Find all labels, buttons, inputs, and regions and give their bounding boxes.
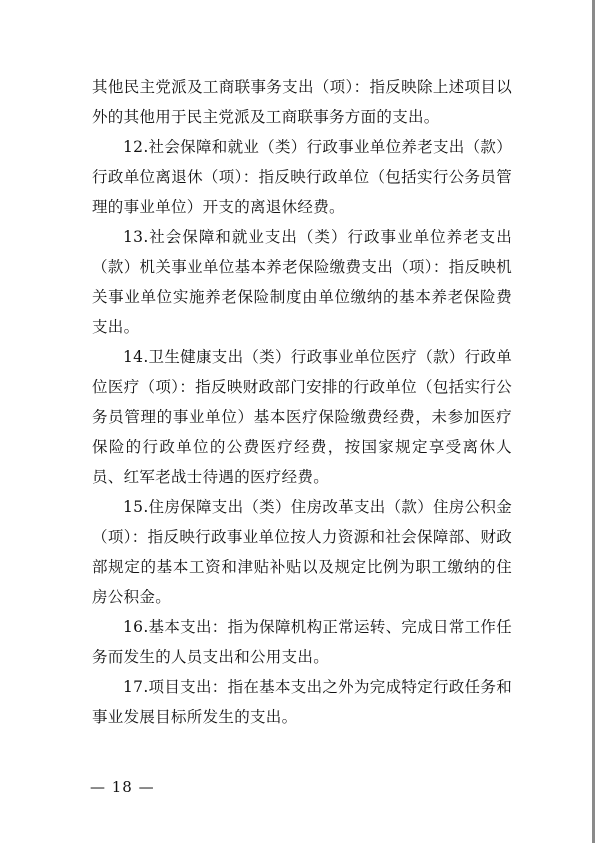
document-body <box>92 72 512 732</box>
paragraph-5: 15.住房保障支出（类）住房改革支出（款）住房公积金（项）：指反映行政事业单位按人力资源和社会保障部、财政部规定的基本工资和津贴补贴以及规定比例为职工缴纳的住房公积金。 <box>92 498 512 606</box>
paragraph-6: 16.基本支出：指为保障机构正常运转、完成日常工作任务而发生的人员支出和公用支出。 <box>92 618 512 666</box>
paragraph-4: 14.卫生健康支出（类）行政事业单位医疗（款）行政单位医疗（项）：指反映财政部门安排的行政单位（包括实行公务员管理的事业单位）基本医疗保险缴费经费，未参加医疗保险的行政单位的公费医疗经费，按国家规定享受离休人员、红军老战士待遇的医疗经费。 <box>92 348 512 486</box>
paragraph-2: 12.社会保障和就业（类）行政事业单位养老支出（款）行政单位离退休（项）：指反映行政单位（包括实行公务员管理的事业单位）开支的离退休经费。 <box>92 138 512 216</box>
paragraph-3: 13.社会保障和就业支出（类）行政事业单位养老支出（款）机关事业单位基本养老保险缴费支出（项）：指反映机关事业单位实施养老保险制度由单位缴纳的基本养老保险费支出。 <box>92 228 512 336</box>
paragraph-1: 其他民主党派及工商联事务支出（项）：指反映除上述项目以外的其他用于民主党派及工商联事务方面的支出。 <box>92 78 512 126</box>
page-number: — 18 — <box>90 778 155 796</box>
paragraph-7: 17.项目支出：指在基本支出之外为完成特定行政任务和事业发展目标所发生的支出。 <box>92 678 512 726</box>
